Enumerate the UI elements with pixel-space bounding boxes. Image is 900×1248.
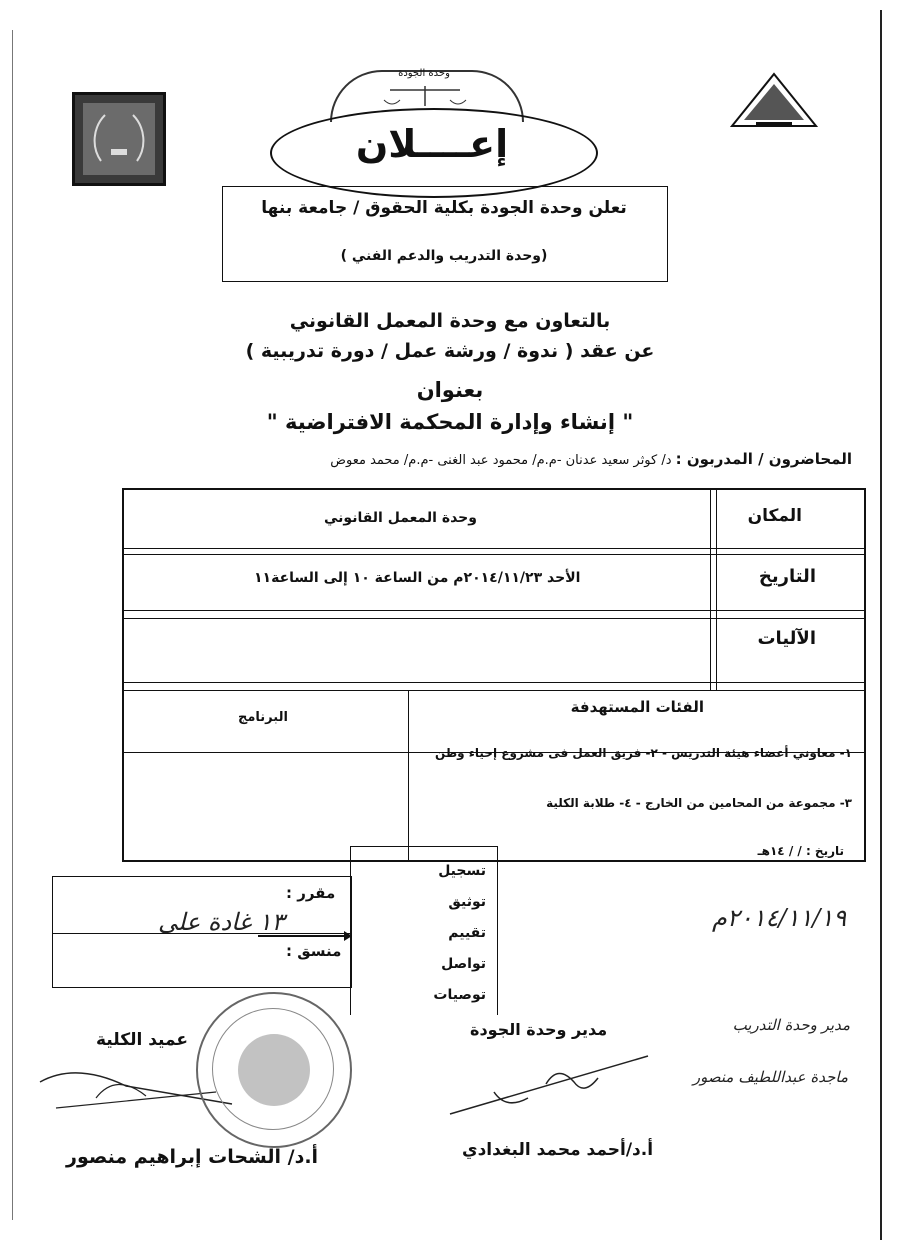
- faculty-logo-inner: [83, 103, 155, 175]
- lecturers-line: [32, 450, 852, 468]
- lecturers-names: د/ كوثر سعيد عدنان -م.م/ محمود عبد الغنى -م.م/ محمد معوض: [330, 453, 672, 468]
- scales-icon: [380, 84, 470, 108]
- rapporteur-handwritten-name: ١٣ غادة على: [158, 908, 285, 936]
- official-seal: [196, 992, 352, 1148]
- cooperation-line: بالتعاون مع وحدة المعمل القانوني: [289, 310, 611, 332]
- step-evaluation: تقييم: [448, 925, 486, 941]
- page-edge-left: [12, 30, 13, 1220]
- row-divider: [124, 682, 864, 683]
- faculty-logo: [72, 92, 166, 186]
- target-groups-line-2: ٣- مجموعة من المحامين من الخارج - ٤- طلابة الكلية: [546, 796, 852, 810]
- rapporteur-label: مقرر :: [286, 884, 336, 902]
- place-label: المكان: [747, 506, 802, 526]
- event-type: عن عقد ( ندوة / ورشة عمل / دورة تدريبية ): [245, 340, 655, 362]
- step-recommendations: توصيات: [433, 987, 486, 1003]
- quality-director-signature: [448, 1052, 658, 1120]
- step-communication: تواصل: [441, 956, 486, 972]
- row-divider: [124, 548, 864, 549]
- hijri-date-field: تاريخ : / / ١٤هـ: [757, 844, 844, 858]
- dean-title: عميد الكلية: [96, 1030, 188, 1050]
- quality-director-name: أ.د/أحمد محمد البغدادي: [462, 1140, 654, 1160]
- intro-line-2: (وحدة التدريب والدعم الفني ): [340, 248, 548, 264]
- target-groups-label: الفئات المستهدفة: [570, 698, 704, 716]
- program-column-divider: [408, 690, 409, 860]
- page-edge-right: [880, 10, 882, 1240]
- row-divider: [124, 690, 864, 691]
- announcement-title: إعــــلان: [355, 122, 509, 166]
- workflow-steps-list: [420, 856, 486, 1011]
- eagle-emblem-icon: [238, 1034, 310, 1106]
- step-documentation: توثيق: [448, 894, 486, 910]
- mechanisms-label: الآليات: [757, 628, 816, 649]
- row-divider: [124, 554, 864, 555]
- coordinator-label: منسق :: [286, 942, 342, 960]
- date-label: التاريخ: [758, 566, 816, 587]
- title-label: بعنوان: [416, 378, 484, 402]
- row-divider: [124, 618, 864, 619]
- training-director-name: ماجدة عبداللطيف منصور: [692, 1068, 848, 1086]
- laurel-icon: [83, 103, 155, 175]
- step-registration: تسجيل: [438, 863, 486, 879]
- university-logo: [728, 70, 820, 130]
- intro-line-1: تعلن وحدة الجودة بكلية الحقوق / جامعة بنها: [261, 198, 627, 218]
- handwritten-date: ٢٠١٤/١١/١٩م: [712, 904, 847, 932]
- event-details-table: [122, 488, 866, 862]
- place-value: وحدة المعمل القانوني: [324, 510, 477, 526]
- quality-unit-caption: وحدة الجودة: [398, 68, 450, 79]
- arrow-icon: [258, 926, 352, 936]
- label-column-divider: [716, 490, 717, 690]
- lecturers-label: المحاضرون / المدربون :: [675, 450, 852, 468]
- row-divider: [124, 610, 864, 611]
- target-groups-line-1: ١- معاوني أعضاء هيئة التدريس - ٢- فريق العمل فى مشروع إحياء وطن: [435, 746, 852, 760]
- program-label: البرنامج: [238, 710, 288, 725]
- quality-director-title: مدير وحدة الجودة: [470, 1020, 608, 1039]
- event-title: " إنشاء وإدارة المحكمة الافتراضية ": [266, 410, 634, 434]
- date-value: الأحد ٢٠١٤/١١/٢٣م من الساعة ١٠ إلى الساعة١١: [254, 570, 581, 586]
- training-director-label: مدير وحدة التدريب: [732, 1016, 850, 1034]
- label-column-divider: [710, 490, 711, 690]
- dean-name: أ.د/ الشحات إبراهيم منصور: [66, 1146, 319, 1168]
